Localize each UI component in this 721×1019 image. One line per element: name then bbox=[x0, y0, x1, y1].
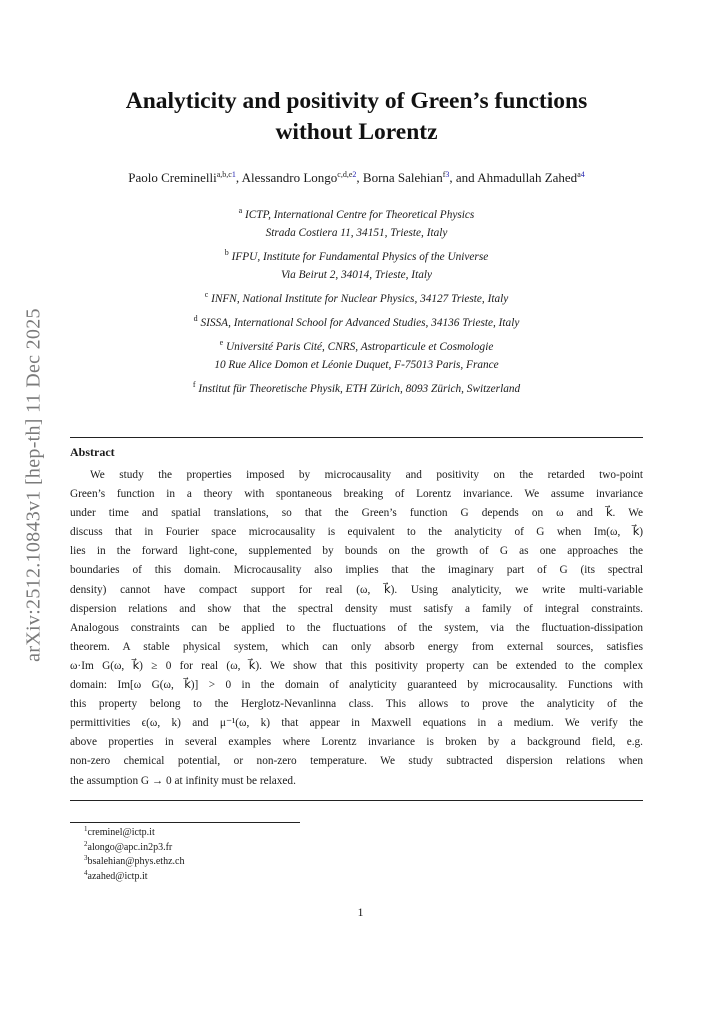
author-list bbox=[70, 170, 643, 186]
abstract-line: Green’s function in a theory with spontaneous breaking of Lorentz invariance. We assume invariance bbox=[70, 488, 643, 501]
affiliation-mark: b bbox=[224, 248, 229, 257]
affiliation-item bbox=[70, 290, 643, 308]
abstract-line: permittivities ϵ(ω, k) and μ⁻¹(ω, k) that appear in Maxwell equations in a medium. We verify the bbox=[70, 717, 643, 730]
affiliation-mark: f bbox=[192, 380, 196, 389]
affiliation-line: Université Paris Cité, CNRS, Astroparticule et Cosmologie bbox=[226, 341, 494, 353]
abstract-line: ω·Im G(ω, k⃗) ≥ 0 for real (ω, k⃗). We show that this positivity property can be extended to the complex bbox=[70, 659, 643, 672]
abstract-line: theorem. A stable physical system, which can only absorb energy from external sources, satisfies bbox=[70, 640, 643, 653]
footnote-rule bbox=[70, 822, 300, 823]
affiliation-item bbox=[70, 314, 643, 332]
affiliation-item bbox=[70, 338, 643, 374]
abstract-body bbox=[70, 466, 643, 791]
footnote-mark: 4 bbox=[84, 868, 88, 877]
footnote-item bbox=[84, 841, 184, 856]
author-affiliation-marks: f bbox=[442, 170, 446, 179]
author-name: Alessandro Longo bbox=[241, 170, 338, 185]
abstract-line: domain: Im[ω G(ω, k⃗)] > 0 in the domain of analyticity guaranteed by microcausality. Functions with bbox=[70, 679, 643, 692]
author-name: Ahmadullah Zahed bbox=[477, 170, 578, 185]
affiliation-item bbox=[70, 380, 643, 398]
author-separator: , bbox=[235, 170, 242, 185]
title-line-1: Analyticity and positivity of Green’s functions bbox=[125, 88, 588, 114]
author-affiliation-marks: c,d,e bbox=[337, 170, 353, 179]
affiliation-line: 10 Rue Alice Domon et Léonie Duquet, F-75013 Paris, France bbox=[214, 359, 499, 371]
abstract-line: above properties in several examples where Lorentz invariance is broken by a background field, e.g. bbox=[70, 736, 643, 749]
abstract-line: non-zero chemical potential, or non-zero temperature. We study subtracted dispersion relations when bbox=[70, 755, 643, 768]
author-footnote-ref[interactable]: 3 bbox=[445, 170, 450, 179]
footnote-email[interactable]: azahed@ictp.it bbox=[87, 870, 148, 882]
arxiv-stamp-text: arXiv:2512.10843v1 [hep-th] 11 Dec 2025 bbox=[22, 308, 45, 662]
abstract-line: boundaries of this domain. Microcausality also implies that the imaginary part of G (its spectral bbox=[70, 564, 643, 577]
paper-title bbox=[70, 86, 643, 148]
author-separator: , bbox=[356, 170, 363, 185]
affiliation-list bbox=[70, 206, 643, 404]
footnote-email[interactable]: bsalehian@phys.ethz.ch bbox=[87, 856, 185, 867]
footnote-email[interactable]: alongo@apc.in2p3.fr bbox=[87, 841, 173, 853]
affiliation-mark: e bbox=[219, 338, 224, 347]
title-line-2: without Lorentz bbox=[275, 119, 438, 145]
author-affiliation-marks: a bbox=[577, 170, 581, 179]
footnote-mark: 2 bbox=[84, 839, 88, 848]
abstract-heading: Abstract bbox=[70, 445, 115, 459]
author-footnote-ref[interactable]: 4 bbox=[580, 170, 585, 179]
footnote-email[interactable]: creminel@ictp.it bbox=[87, 827, 155, 838]
affiliation-line: ICTP, International Centre for Theoretical Physics bbox=[245, 209, 475, 221]
affiliation-mark: c bbox=[204, 290, 209, 299]
abstract-line: lies in the forward light-cone, supplemented by bounds on the growth of G as one approaches the bbox=[70, 545, 643, 558]
abstract-line: Analogous constraints can be applied to the fluctuations of the system, via the fluctuation-dissipation bbox=[70, 621, 643, 634]
footnote-item bbox=[84, 855, 184, 870]
abstract-line: the assumption G → 0 at infinity must be relaxed. bbox=[70, 774, 296, 787]
footnote-mark: 1 bbox=[84, 825, 88, 833]
affiliation-item bbox=[70, 206, 643, 242]
affiliation-line: SISSA, International School for Advanced Studies, 34136 Trieste, Italy bbox=[200, 317, 520, 329]
abstract-line: We study the properties imposed by microcausality and positivity on the retarded two-point bbox=[90, 469, 643, 481]
abstract-line: density) cannot have compact support for real (ω, k⃗). Using analyticity, we write multi-variable bbox=[70, 583, 643, 596]
footnote-mark: 3 bbox=[84, 854, 88, 862]
affiliation-mark: d bbox=[193, 314, 198, 323]
author-separator: , and bbox=[449, 170, 478, 185]
affiliation-line: Via Beirut 2, 34014, Trieste, Italy bbox=[280, 269, 433, 281]
abstract-line: discuss that in Fourier space microcausality is equivalent to the analyticity of G when Im(ω, k⃗) bbox=[70, 526, 643, 539]
affiliation-item bbox=[70, 248, 643, 284]
affiliation-mark: a bbox=[238, 206, 243, 215]
footnote-list bbox=[84, 826, 184, 884]
author-name: Paolo Creminelli bbox=[128, 170, 217, 185]
abstract-top-rule bbox=[70, 437, 643, 438]
affiliation-line: INFN, National Institute for Nuclear Physics, 34127 Trieste, Italy bbox=[211, 293, 509, 305]
abstract-line: under time and spatial translations, so that the Green’s function G depends on ω and k⃗. We bbox=[70, 507, 643, 520]
affiliation-line: Strada Costiera 11, 34151, Trieste, Italy bbox=[265, 227, 448, 239]
author-affiliation-marks: a,b,c bbox=[216, 170, 232, 179]
author-name: Borna Salehian bbox=[362, 170, 443, 185]
page-number: 1 bbox=[357, 905, 364, 919]
footnote-item bbox=[84, 870, 184, 885]
abstract-line: this property belong to the Herglotz-Nevanlinna class. This allows to prove the analyticity of the bbox=[70, 698, 643, 711]
arxiv-identifier-stamp bbox=[20, 295, 48, 675]
affiliation-line: Institut für Theoretische Physik, ETH Zürich, 8093 Zürich, Switzerland bbox=[198, 383, 521, 395]
affiliation-line: IFPU, Institute for Fundamental Physics of the Universe bbox=[231, 251, 489, 263]
abstract-line: dispersion relations and show that the spectral density must satisfy a family of integral constraints. bbox=[70, 602, 643, 615]
footnote-item bbox=[84, 826, 184, 841]
author-footnote-ref[interactable]: 2 bbox=[352, 170, 357, 179]
abstract-bottom-rule bbox=[70, 800, 643, 801]
author-footnote-ref[interactable]: 1 bbox=[231, 170, 236, 179]
